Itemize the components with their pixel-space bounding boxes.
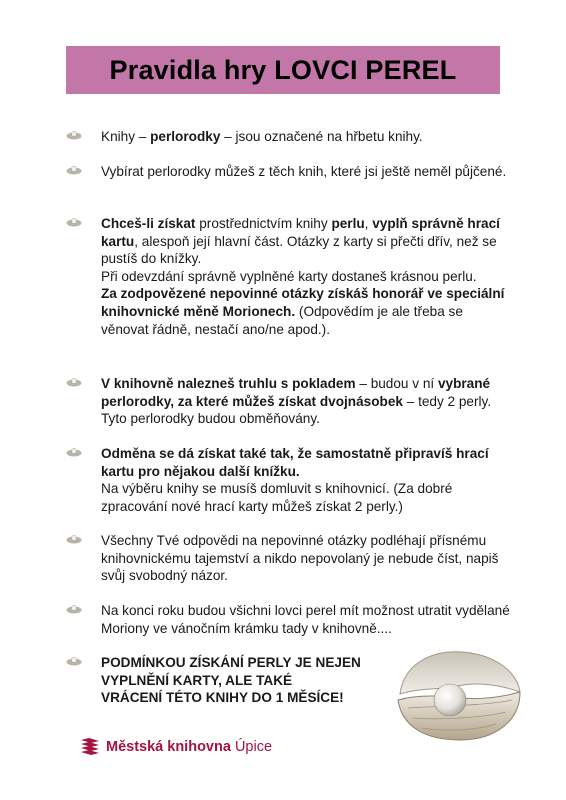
text-run: prostřednictvím knihy bbox=[195, 216, 332, 231]
rule-item bbox=[66, 128, 506, 144]
final-line: VRÁCENÍ TÉTO KNIHY DO 1 MĚSÍCE! bbox=[101, 690, 344, 706]
pearl-bullet-icon bbox=[66, 217, 82, 227]
rule-item bbox=[66, 215, 506, 337]
text-run: perlorodky bbox=[150, 129, 221, 144]
library-logo bbox=[80, 738, 272, 756]
rule-text bbox=[101, 163, 511, 181]
rule-text bbox=[101, 602, 511, 637]
text-run: V knihovně nalezneš truhlu s pokladem bbox=[101, 376, 356, 391]
text-run: Chceš-li získat bbox=[101, 216, 196, 231]
pearl-bullet-icon bbox=[66, 534, 82, 544]
text-run: – budou v ní bbox=[355, 376, 438, 391]
text-run: – tedy 2 perly. Tyto perlorodky budou obměňovány. bbox=[101, 393, 492, 427]
rule-item bbox=[66, 532, 506, 584]
rule-text bbox=[101, 375, 511, 428]
library-name: Městská knihovna Úpice bbox=[106, 739, 273, 755]
page-title: Pravidla hry LOVCI PEREL bbox=[109, 54, 457, 85]
text-run: Všechny Tvé odpovědi na nepovinné otázky podléhají přísnému knihovnickému tajemství a nikdo nepovolaný je nebude číst, napiš svůj svobodný názor. bbox=[101, 533, 499, 584]
rule-item bbox=[66, 163, 507, 179]
pearl-bullet-icon bbox=[66, 447, 82, 457]
rule-item bbox=[66, 445, 506, 514]
rule-item bbox=[66, 375, 506, 427]
text-run: Knihy – bbox=[101, 129, 151, 144]
text-run: Vybírat perlorodky můžeš z těch knih, které jsi ještě neměl půjčené. bbox=[101, 164, 507, 179]
rule-text bbox=[101, 128, 511, 146]
pearl-bullet-icon bbox=[66, 377, 82, 387]
text-run: Na výběru knihy se musíš domluvit s knihovnicí. (Za dobré zpracování nové hrací karty můžeš získat 2 perly.) bbox=[101, 481, 453, 514]
title-banner bbox=[66, 46, 500, 94]
rule-text bbox=[101, 445, 511, 515]
library-logo-icon bbox=[80, 738, 100, 756]
text-run: Při odevzdání správně vyplněné karty dostaneš krásnou perlu. bbox=[101, 268, 477, 284]
pearl-bullet-icon bbox=[66, 130, 82, 140]
text-run: , bbox=[364, 216, 373, 231]
text-run: Odměna se dá získat také tak, že samostatně připravíš hrací kartu pro nějakou další knížku. bbox=[101, 446, 489, 479]
final-line: VYPLNĚNÍ KARTY, ALE TAKÉ bbox=[101, 672, 293, 688]
text-run: vybrané perlorodky, za které můžeš získat dvojnásobek bbox=[101, 376, 491, 409]
pearl-bullet-icon bbox=[66, 165, 82, 175]
text-run: vyplň správně hrací kartu bbox=[101, 216, 500, 249]
text-run: , alespoň její hlavní část. Otázky z karty si přečti dřív, než se pustíš do knížky. bbox=[101, 233, 497, 267]
rule-text bbox=[101, 215, 511, 338]
pearl-bullet-icon bbox=[66, 604, 82, 614]
rule-item bbox=[66, 602, 510, 636]
text-run: perlu bbox=[331, 216, 365, 231]
pearl-bullet-icon bbox=[66, 656, 82, 666]
final-line: PODMÍNKOU ZÍSKÁNÍ PERLY JE NEJEN bbox=[101, 655, 361, 670]
rule-text bbox=[101, 532, 511, 585]
text-run: – jsou označené na hřbetu knihy. bbox=[220, 129, 423, 144]
text-run: Na konci roku budou všichni lovci perel mít možnost utratit vydělané Moriony ve vánočním krámku tady v knihovně.... bbox=[101, 603, 510, 636]
text-run: (Odpovědím je ale třeba se věnovat řádně, nestačí ano/ne apod.). bbox=[101, 303, 463, 337]
oyster-pearl-icon bbox=[394, 648, 524, 744]
text-run: Za zodpovězené nepovinné otázky získáš honorář ve speciální knihovnické měně Morionech. bbox=[101, 286, 505, 319]
